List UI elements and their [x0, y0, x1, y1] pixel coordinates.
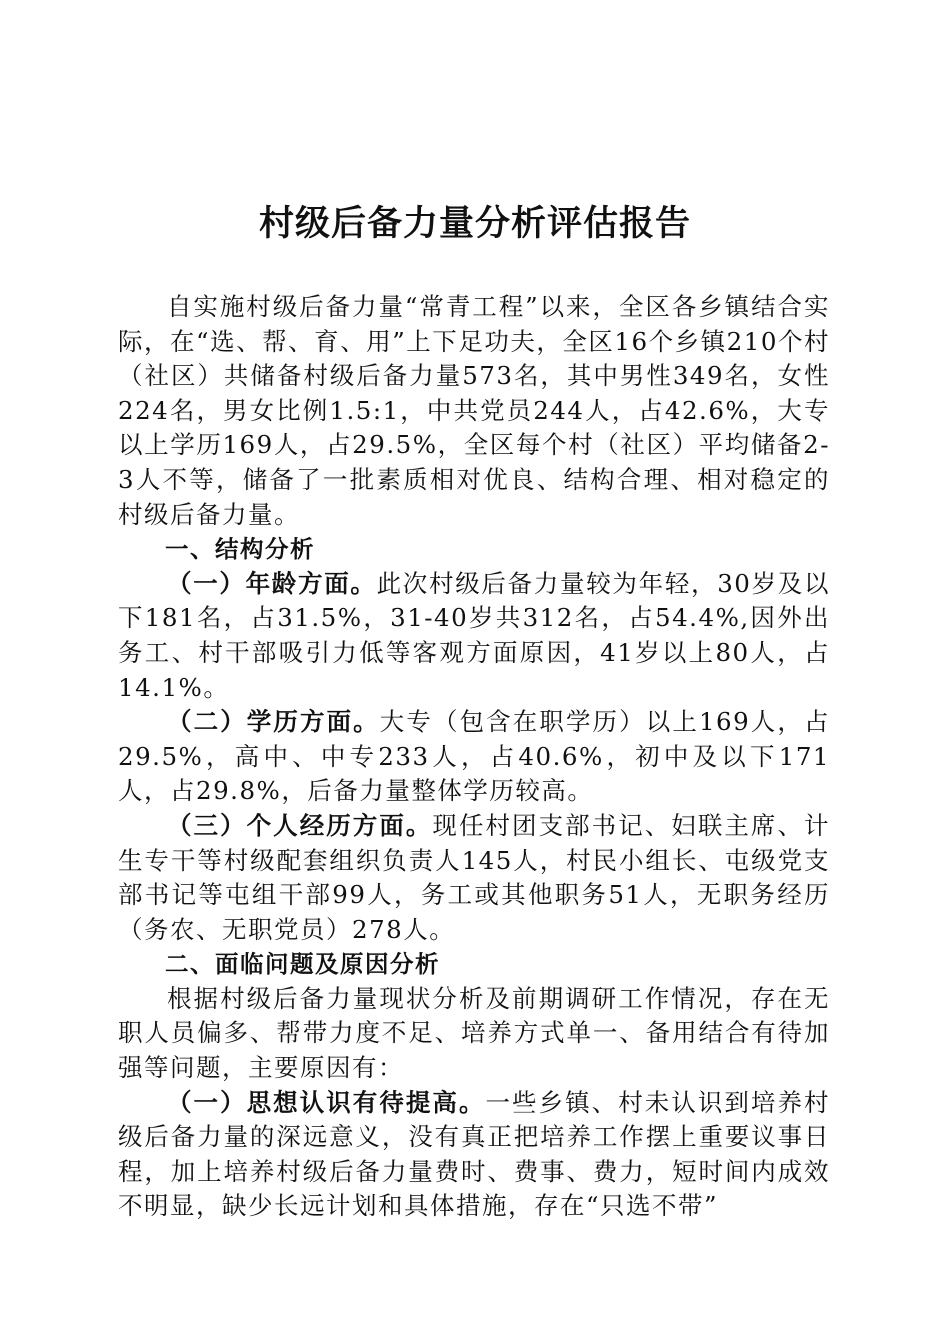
problem-1-lead: （一）思想认识有待提高。 [167, 1087, 486, 1117]
document-body [118, 290, 830, 1224]
experience-lead: （三）个人经历方面。 [167, 810, 433, 840]
age-paragraph [118, 567, 830, 705]
problem-1-text: 一些乡镇、村未认识到培养村级后备力量的深远意义，没有真正把培养工作摆上重要议事日程，加上培养村级后备力量费时、费事、费力，短时间内成效不明显，缺少长远计划和具体措施，存在“只选不带” [118, 1087, 830, 1221]
experience-text: 现任村团支部书记、妇联主席、计生专干等村级配套组织负责人145人，村民小组长、屯级党支部书记等屯组干部99人，务工或其他职务51人，无职务经历（务农、无职党员）278人。 [118, 810, 831, 944]
problem-1-paragraph [118, 1086, 830, 1224]
age-text: 此次村级后备力量较为年轻，30岁及以下181名，占31.5%，31-40岁共312名，占54.4%,因外出务工、村干部吸引力低等客观方面原因，41岁以上80人，占14.1%。 [118, 568, 830, 702]
education-lead: （二）学历方面。 [167, 707, 380, 737]
section-2-intro-paragraph: 根据村级后备力量现状分析及前期调研工作情况，存在无职人员偏多、帮带力度不足、培养方式单一、备用结合有待加强等问题，主要原因有： [118, 983, 830, 1083]
document-title: 村级后备力量分析评估报告 [258, 203, 691, 244]
education-text: 大专（包含在职学历）以上169人，占29.5%，高中、中专233人，占40.6%，初中及以下171人，占29.8%，后备力量整体学历较高。 [118, 707, 830, 806]
age-lead: （一）年龄方面。 [167, 568, 377, 598]
experience-paragraph [118, 809, 830, 947]
education-paragraph [118, 705, 830, 809]
section-2-heading: 二、面临问题及原因分析 [165, 950, 440, 979]
section-1-heading: 一、结构分析 [165, 535, 315, 564]
intro-paragraph: 自实施村级后备力量“常青工程”以来，全区各乡镇结合实际，在“选、帮、育、用”上下足功夫，全区16个乡镇210个村（社区）共储备村级后备力量573名，其中男性349名，女性224名，男女比例1.5:1，中共党员244人，占42.6%，大专以上学历169人，占29.5%，全区每个村（社区）平均储备2-3人不等，储备了一批素质相对优良、结构合理、相对稳定的村级后备力量。 [118, 292, 830, 529]
